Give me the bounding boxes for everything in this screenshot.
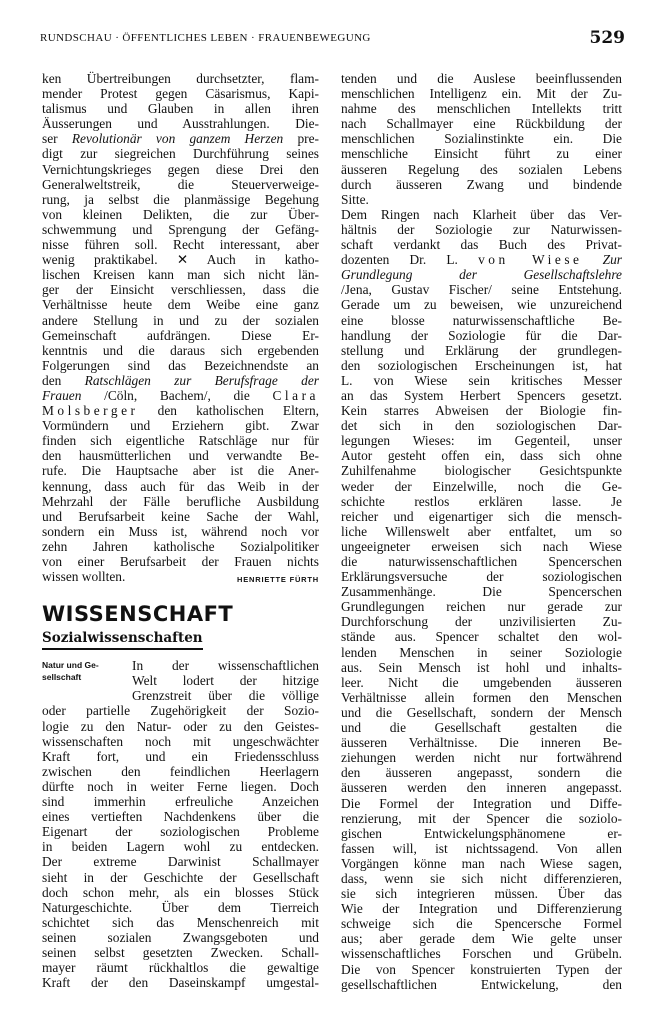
text-line: stellung und Erklärung der grundlegen- xyxy=(341,342,622,358)
text-span: dozenten Dr. L. xyxy=(341,252,458,268)
text-line: von einer Berufsarbeit der Frauen nichts xyxy=(42,554,319,569)
text-line: aus. Sein Mensch ist hohl und inhalts- xyxy=(341,659,622,675)
running-head: RUNDSCHAU · ÖFFENTLICHES LEBEN · FRAUENBEWEGUNG xyxy=(40,32,371,44)
text-line: Naturgeschichte. Über dem Tierreich xyxy=(42,899,319,915)
author-name: von Wiese xyxy=(478,252,583,268)
text-line: mayer räumt rückhaltlos die gewaltige xyxy=(42,960,319,976)
text-line xyxy=(42,131,319,146)
text-line: schichtet sich das Menschenreich mit xyxy=(42,914,319,930)
text-line: nach Schallmayer eine Rückbildung der xyxy=(341,116,622,132)
text-line: durch äusseren Zwang und bindende xyxy=(341,176,622,192)
text-line: Autor gesteht offen ein, dass sich ohne xyxy=(341,448,622,464)
text-line: Die Formel der Integration und Diffe- xyxy=(341,795,622,811)
text-line: seinen sozialen Zwangsgeboten und xyxy=(42,929,319,945)
text-line: zehn Jahren katholische Sozialpolitiker xyxy=(42,538,319,554)
text-line: schweige sich die Spencersche Formel xyxy=(341,916,622,932)
text-line: doch schon mehr, als ein blosses Stück xyxy=(42,884,319,900)
text-line: Kein starres Abweisen der Biologie fin- xyxy=(341,403,622,419)
text-line: lenden Menschen in seiner Soziologie xyxy=(341,644,622,660)
text-line: Zusammenhänge. Die Spencerschen xyxy=(341,584,622,600)
text-line xyxy=(42,388,319,403)
text-line: gesellschaftlichen Entwickelung, den xyxy=(341,976,622,992)
text-line: wissenschaftliches Forschen und Grübeln. xyxy=(341,946,622,962)
text-line: die naturwissenschaftlichen Spencerschen xyxy=(341,554,622,569)
text-line: menschlichen Intelligenz ein. Mit der Zu- xyxy=(341,86,622,102)
text-line: äusseren Regelung des sozialen Lebens xyxy=(341,161,622,177)
text-line: ger der Einsicht verschliessen, dass die xyxy=(42,282,319,298)
text-line: Sitte. xyxy=(341,191,369,207)
text-line: legungen Wieses: im Gegenteil, unser xyxy=(341,433,622,449)
text-line: oder partielle Zugehörigkeit der Sozio- xyxy=(42,703,319,719)
text-line: det sich in den soziologischen Dar- xyxy=(341,418,622,434)
text-line: lischen Kreisen kann man sich nicht län- xyxy=(42,267,319,283)
article-natur-und-gesellschaft xyxy=(42,658,319,990)
text-line: Kraft der den Daseinskampf umgestal- xyxy=(42,975,319,991)
text-line: dürfte noch in weiter Ferne liegen. Doch xyxy=(42,778,319,794)
text-line: Durchforschung der unzivilisierten Zu- xyxy=(341,614,622,630)
text-line: zwischen den feindlichen Heerlagern xyxy=(42,763,319,779)
text-line: kennung, dass auch für das Weib in der xyxy=(42,478,319,494)
text-line: logie zu den Natur- oder zu den Geistes- xyxy=(42,718,319,734)
text-line: Zuhilfenahme biologischer Gesichtspunkte xyxy=(341,463,622,479)
text-span: ser xyxy=(42,131,58,147)
text-line: an das System Herbert Spencers gesetzt. xyxy=(341,387,622,403)
text-line: wissenschaften noch mit ungeschwächter xyxy=(42,733,319,749)
text-line: sieht in der Geschichte der Gesellschaft xyxy=(42,869,319,885)
text-line: aus; aber gerade dem Wie gelte unser xyxy=(341,931,622,947)
left-column xyxy=(42,71,319,990)
italic-book-title: Zur xyxy=(602,252,622,268)
text-line: fassen will, ist nichtssagend. Von allen xyxy=(341,840,622,856)
text-line: Eigenart der soziologischen Probleme xyxy=(42,824,319,840)
text-line: von kleinen Delikten, die zur Über- xyxy=(42,206,319,222)
text-line: wenig praktikabel. ✕ Auch in katho- xyxy=(42,252,319,268)
text-span: pre- xyxy=(297,131,319,147)
text-line: leer. Nicht die umgebenden äusseren xyxy=(341,674,622,690)
text-line: In der wissenschaftlichen xyxy=(132,658,319,674)
text-line: digt zur siegreichen Durchführung seines xyxy=(42,146,319,162)
sidenote: Natur und Ge-sellschaft xyxy=(42,660,99,683)
text-line: äusseren Verhältnisse. Die inneren Be- xyxy=(341,735,622,751)
text-line: dass, wenn sie sich nicht differenzieren, xyxy=(341,870,622,886)
text-line: Folgerungen sind das Bezeichnendste an xyxy=(42,357,319,373)
text-line: schwemmung und Sprengung der Gefäng- xyxy=(42,221,319,237)
text-line: Generalweltstreik, die Steuerverweige- xyxy=(42,176,319,192)
text-line: eines vertieften Nachdenkens über die xyxy=(42,809,319,825)
text-span: den xyxy=(42,372,62,388)
text-block xyxy=(132,658,319,703)
text-line: rung, ja selbst die planmässige Begehung xyxy=(42,191,319,207)
right-column xyxy=(341,71,622,992)
text-line: und Berufsarbeit keine Sache der Wahl, xyxy=(42,508,319,524)
text-line: schaft verdankt das Buch des Privat- xyxy=(341,237,622,253)
text-line: Die von Spencer konstruierten Typen der xyxy=(341,961,622,977)
text-line xyxy=(341,252,622,267)
text-line: tenden und die Auslese beeinflussenden xyxy=(341,71,622,86)
text-line: Verhältnisse heute dem Weibe eine ganz xyxy=(42,297,319,313)
page-header xyxy=(40,30,625,48)
text-line: schichte restlos erklären lasse. Je xyxy=(341,493,622,509)
text-line: Gerade um zu beweisen, wie unzureichend xyxy=(341,297,622,313)
italic-title: Revolutionär von ganzem Herzen xyxy=(71,131,284,147)
text-line: kenntnis und die daraus sich ergebenden xyxy=(42,342,319,358)
text-line xyxy=(42,569,319,584)
text-line: ungeeigneter erweisen sich nach Wiese xyxy=(341,538,622,554)
text-line: Dem Ringen nach Klarheit über das Ver- xyxy=(341,206,622,222)
text-line: sind immerhin erfreuliche Anzeichen xyxy=(42,794,319,810)
text-line: äusseren werden den inneren angepasst. xyxy=(341,780,622,796)
text-line: /Jena, Gustav Fischer/ seine Entstehung. xyxy=(341,282,622,298)
italic-book-title: Frauen xyxy=(42,387,82,403)
text-line: nahme des menschlichen Intellekts tritt xyxy=(341,101,622,117)
text-line: weder der Einzelwille, noch die Ge- xyxy=(341,478,622,494)
text-line: ziehungen werden nicht nur fortwährend xyxy=(341,750,622,766)
text-line: stände aus. Spencer schaltet den wol- xyxy=(341,629,622,645)
author-signature: HENRIETTE FÜRTH xyxy=(237,575,319,585)
author-name: Clara xyxy=(272,387,319,403)
text-line: hältnis der Soziologie zur Naturwissen- xyxy=(341,221,622,237)
text-block xyxy=(42,703,319,990)
text-span: /Cöln, Bachem/, die xyxy=(104,387,250,403)
text-block xyxy=(42,71,319,131)
text-line: Kraft fort, und ein Friedensschluss xyxy=(42,748,319,764)
italic-book-title: Ratschlägen zur Berufsfrage der xyxy=(84,372,319,388)
text-line: talismus und Glauben in allen ihren xyxy=(42,101,319,117)
text-line: Grundlegungen reichen nur gerade zur xyxy=(341,599,622,615)
text-line: handlung der Soziologie für die Dar- xyxy=(341,327,622,343)
text-line: eine blosse naturwissenschaftliche Be- xyxy=(341,312,622,328)
text-line: Vorgängen könne man nach Wiese sagen, xyxy=(341,855,622,871)
text-block xyxy=(42,146,319,372)
text-line: Grenzstreit über die völlige xyxy=(132,688,319,704)
text-line: menschliche Einsicht führt zu einer xyxy=(341,146,622,162)
text-line: mender Protest gegen Cäsarismus, Kapi- xyxy=(42,86,319,102)
text-block xyxy=(341,207,622,252)
text-line: menschlichen Sozialinstinkte ein. Die xyxy=(341,131,622,147)
text-line: liche Willenswelt aber entfaltet, um so xyxy=(341,523,622,539)
text-line: sondern ein Muss ist, während noch vor xyxy=(42,523,319,539)
text-block xyxy=(42,418,319,569)
text-line: rufe. Die Hauptsache aber ist die Aner- xyxy=(42,463,319,479)
text-line: andere Stellung in und zu der sozialen xyxy=(42,312,319,328)
text-line: renzierung, mit der Spencer die soziolo- xyxy=(341,810,622,826)
text-line: den soziologischen Erscheinungen ist, hat xyxy=(341,357,622,373)
text-line: Vernichtungskrieges gegen diese Drei den xyxy=(42,161,319,177)
text-span: wissen wollten. xyxy=(42,569,126,585)
text-line: Welt lodert der hitzige xyxy=(132,673,319,689)
subsection-title: Sozialwissenschaften xyxy=(42,630,203,650)
text-line: finden sich eigentliche Ratschläge nur für xyxy=(42,433,319,449)
text-line: den äusseren angepasst, sondern die xyxy=(341,765,622,781)
text-line: Verhältnisse allein formen den Menschen xyxy=(341,689,622,705)
text-line: ken Übertreibungen durchsetzter, flam- xyxy=(42,71,319,86)
text-line: Wie der Integration und Differenzierung xyxy=(341,901,622,917)
text-line: Gemeinschaft aufdrängen. Diese Er- xyxy=(42,327,319,343)
text-line: und die Gesellschaft gestalten die xyxy=(341,720,622,736)
text-line: Der extreme Darwinist Schallmayer xyxy=(42,854,319,870)
text-line: nisse führen soll. Recht interessant, aber xyxy=(42,237,319,253)
italic-book-title: Grundlegung der Gesellschaftslehre xyxy=(341,267,622,283)
text-line: den hausmütterlichen und verwandte Be- xyxy=(42,448,319,464)
text-line xyxy=(42,403,319,418)
text-line: in beiden Lagern wohl zu entdecken. xyxy=(42,839,319,855)
text-line: Mehrzahl der Fälle berufliche Ausbildung xyxy=(42,493,319,509)
text-block xyxy=(341,282,622,991)
section-title: WISSENSCHAFT xyxy=(42,602,234,627)
text-line xyxy=(42,373,319,388)
text-line: seinen selbst gesetzten Zwecken. Schall- xyxy=(42,944,319,960)
text-line: gischen Entwickelungsphänomene er- xyxy=(341,825,622,841)
author-name: Molsberger xyxy=(42,403,139,419)
text-line: sie sich integrieren müssen. Über das xyxy=(341,886,622,902)
text-block xyxy=(341,71,622,192)
text-span: den katholischen Eltern, xyxy=(157,403,319,419)
text-line: Äusserungen und Ausstrahlungen. Die- xyxy=(42,116,319,132)
text-line: Erklärungsversuche der soziologischen xyxy=(341,569,622,585)
text-line: und die Gesellschaft, sondern der Mensch xyxy=(341,704,622,720)
page-number: 529 xyxy=(589,28,625,48)
text-line: L. von Wiese sein kritisches Messer xyxy=(341,372,622,388)
text-line: Vormündern und Erziehern gibt. Zwar xyxy=(42,418,319,434)
text-line: reicher und eigenartiger sich die mensch- xyxy=(341,508,622,524)
article-frauenbewegung xyxy=(42,71,319,584)
text-line xyxy=(341,267,622,282)
